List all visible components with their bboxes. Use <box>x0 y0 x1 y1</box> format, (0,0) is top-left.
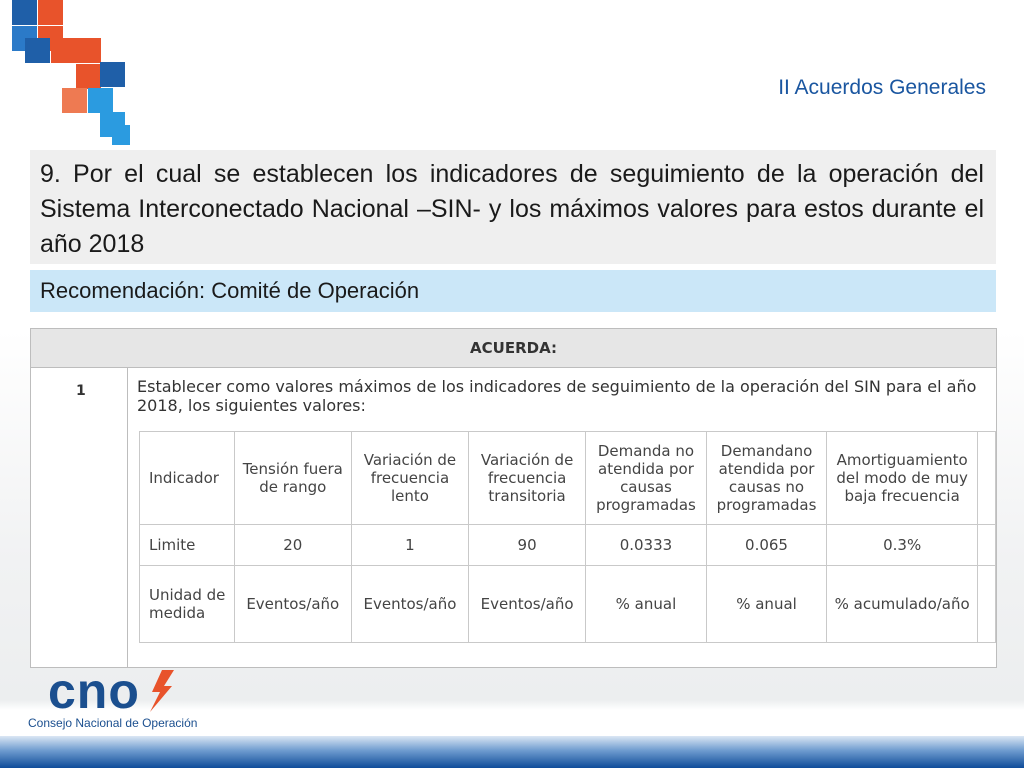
table-empty-cell <box>978 432 996 525</box>
table-cell: % anual <box>706 566 827 643</box>
table-cell: 0.3% <box>827 525 978 566</box>
table-cell: 20 <box>234 525 351 566</box>
item-intro-text: Establecer como valores máximos de los indicadores de seguimiento de la operación del SIN para el año 2018, los siguientes valores: <box>137 377 977 415</box>
cno-logo-text: cno <box>48 663 140 719</box>
lightning-bolt-icon <box>40 668 180 718</box>
item-number: 1 <box>76 383 86 399</box>
recommendation-bar: Recomendación: Comité de Operación <box>30 270 996 312</box>
table-header-cell: Tensión fuera de rango <box>234 432 351 525</box>
mosaic-square <box>38 0 63 25</box>
document-excerpt <box>30 328 997 668</box>
table-cell: Unidad de medida <box>140 566 235 643</box>
mosaic-square <box>88 88 113 113</box>
table-cell: 0.065 <box>706 525 827 566</box>
mosaic-square <box>12 0 37 25</box>
table-header-cell: Variación de frecuencia transitoria <box>469 432 586 525</box>
table-cell: Eventos/año <box>469 566 586 643</box>
mosaic-square <box>76 64 101 89</box>
mosaic-square <box>25 38 50 63</box>
table-cell: % acumulado/año <box>827 566 978 643</box>
indicators-table <box>139 431 996 643</box>
acuerda-heading: ACUERDA: <box>31 329 996 368</box>
table-cell: 1 <box>351 525 468 566</box>
table-cell: 0.0333 <box>586 525 707 566</box>
organization-name: Consejo Nacional de Operación <box>28 716 198 730</box>
mosaic-square <box>112 125 130 145</box>
table-cell: % anual <box>586 566 707 643</box>
section-title: II Acuerdos Generales <box>778 76 986 99</box>
table-empty-cell <box>978 566 996 643</box>
table-header-cell: Indicador <box>140 432 235 525</box>
agreement-panel <box>30 150 996 264</box>
table-cell: Eventos/año <box>234 566 351 643</box>
table-cell: Eventos/año <box>351 566 468 643</box>
table-row <box>140 525 996 566</box>
table-header-cell: Amortiguamiento del modo de muy baja frecuencia <box>827 432 978 525</box>
item-number-column <box>31 368 128 668</box>
mosaic-square <box>100 62 125 87</box>
table-row <box>140 566 996 643</box>
table-cell: Limite <box>140 525 235 566</box>
mosaic-square <box>76 38 101 63</box>
table-header-cell: Demandano atendida por causas no programadas <box>706 432 827 525</box>
decorative-mosaic <box>0 0 140 150</box>
footer-band <box>0 736 1024 768</box>
table-header-row <box>140 432 996 525</box>
table-header-cell: Demanda no atendida por causas programadas <box>586 432 707 525</box>
table-cell: 90 <box>469 525 586 566</box>
table-header-cell: Variación de frecuencia lento <box>351 432 468 525</box>
table-empty-cell <box>978 525 996 566</box>
agreement-text: 9. Por el cual se establecen los indicadores de seguimiento de la operación del Sistema Interconectado Nacional –SIN- y los máximos valores para estos durante el año 2018 <box>40 160 984 258</box>
mosaic-square <box>62 88 87 113</box>
mosaic-square <box>51 38 76 63</box>
